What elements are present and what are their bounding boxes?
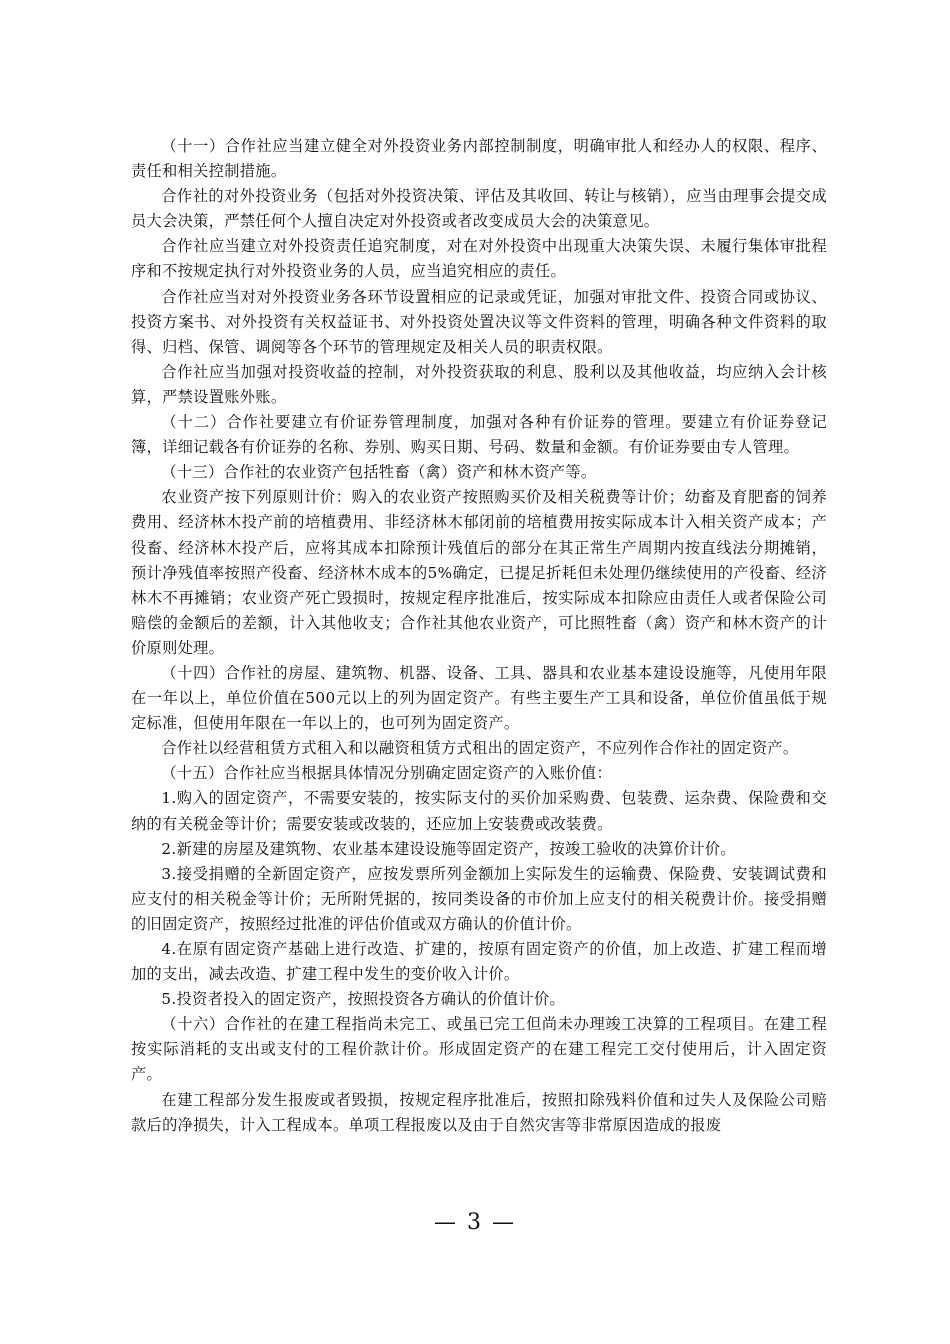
paragraph: （十二）合作社要建立有价证券管理制度，加强对各种有价证券的管理。要建立有价证券登记簿，详细记载各有价证券的名称、券别、购买日期、号码、数量和金额。有价证券要由专人管理。 — [131, 413, 827, 457]
page-number: — 3 — — [434, 1210, 516, 1235]
paragraph: 2.新建的房屋及建筑物、农业基本建设设施等固定资产，按竣工验收的决算价计价。 — [161, 839, 736, 858]
paragraph: 合作社应当建立对外投资责任追究制度，对在对外投资中出现重大决策失误、未履行集体审批程序和不按规定执行对外投资业务的人员，应当追究相应的责任。 — [131, 237, 827, 281]
paragraph: 5.投资者投入的固定资产，按照投资各方确认的价值计价。 — [161, 990, 566, 1009]
paragraph: （十五）合作社应当根据具体情况分别确定固定资产的入账价值： — [161, 764, 612, 783]
paragraph: 合作社应当加强对投资收益的控制，对外投资获取的利息、股利以及其他收益，均应纳入会计核算，严禁设置账外账。 — [131, 362, 827, 406]
paragraph: （十一）合作社应当建立健全对外投资业务内部控制制度，明确审批人和经办人的权限、程序、责任和相关控制措施。 — [131, 137, 827, 181]
paragraph: 合作社应当对对外投资业务各环节设置相应的记录或凭证，加强对审批文件、投资合同或协议、投资方案书、对外投资有关权益证书、对外投资处置决议等文件资料的管理，明确各种文件资料的取得、归档、保管、调阅等各个环节的管理规定及相关人员的职责权限。 — [131, 287, 827, 356]
paragraph: 合作社以经营租赁方式租入和以融资租赁方式租出的固定资产，不应列作合作社的固定资产。 — [161, 739, 799, 758]
paragraph: 1.购入的固定资产，不需要安装的，按实际支付的买价加采购费、包装费、运杂费、保险费和交纳的有关税金等计价；需要安装或改装的，还应加上安装费或改装费。 — [131, 789, 827, 833]
document-body — [131, 134, 827, 1138]
paragraph: 合作社的对外投资业务（包括对外投资决策、评估及其收回、转让与核销），应当由理事会提交成员大会决策，严禁任何个人擅自决定对外投资或者改变成员大会的决策意见。 — [131, 187, 827, 231]
paragraph: （十六）合作社的在建工程指尚未完工、或虽已完工但尚未办理竣工决算的工程项目。在建工程按实际消耗的支出或支付的工程价款计价。形成固定资产的在建工程完工交付使用后，计入固定资产。 — [131, 1015, 827, 1084]
paragraph: 在建工程部分发生报废或者毁损，按规定程序批准后，按照扣除残料价值和过失人及保险公司赔款后的净损失，计入工程成本。单项工程报废以及由于自然灾害等非常原因造成的报废 — [131, 1090, 827, 1134]
paragraph: 4.在原有固定资产基础上进行改造、扩建的，按原有固定资产的价值，加上改造、扩建工程而增加的支出，减去改造、扩建工程中发生的变价收入计价。 — [131, 940, 827, 984]
paragraph: （十四）合作社的房屋、建筑物、机器、设备、工具、器具和农业基本建设设施等，凡使用年限在一年以上，单位价值在500元以上的列为固定资产。有些主要生产工具和设备，单位价值虽低于规定标准，但使用年限在一年以上的，也可列为固定资产。 — [131, 663, 827, 733]
paragraph: （十三）合作社的农业资产包括牲畜（禽）资产和林木资产等。 — [161, 463, 597, 482]
paragraph: 农业资产按下列原则计价：购入的农业资产按照购买价及相关税费等计价；幼畜及育肥畜的饲养费用、经济林木投产前的培植费用、非经济林木郁闭前的培植费用按实际成本计入相关资产成本；产役畜、经济林木投产后，应将其成本扣除预计残值后的部分在其正常生产周期内按直线法分期摊销，预计净残值率按照产役畜、经济林木成本的5%确定，已提足折耗但未处理仍继续使用的产役畜、经济林木不再摊销；农业资产死亡毁损时，按规定程序批准后，按实际成本扣除应由责任人或者保险公司赔偿的金额后的差额，计入其他收支；合作社其他农业资产，可比照牲畜（禽）资产和林木资产的计价原则处理。 — [131, 488, 827, 657]
paragraph: 3.接受捐赠的全新固定资产，应按发票所列金额加上实际发生的运输费、保险费、安装调试费和应支付的相关税金等计价；无所附凭据的，按同类设备的市价加上应支付的相关税费计价。接受捐赠的旧固定资产，按照经过批准的评估价值或双方确认的价值计价。 — [131, 864, 827, 933]
